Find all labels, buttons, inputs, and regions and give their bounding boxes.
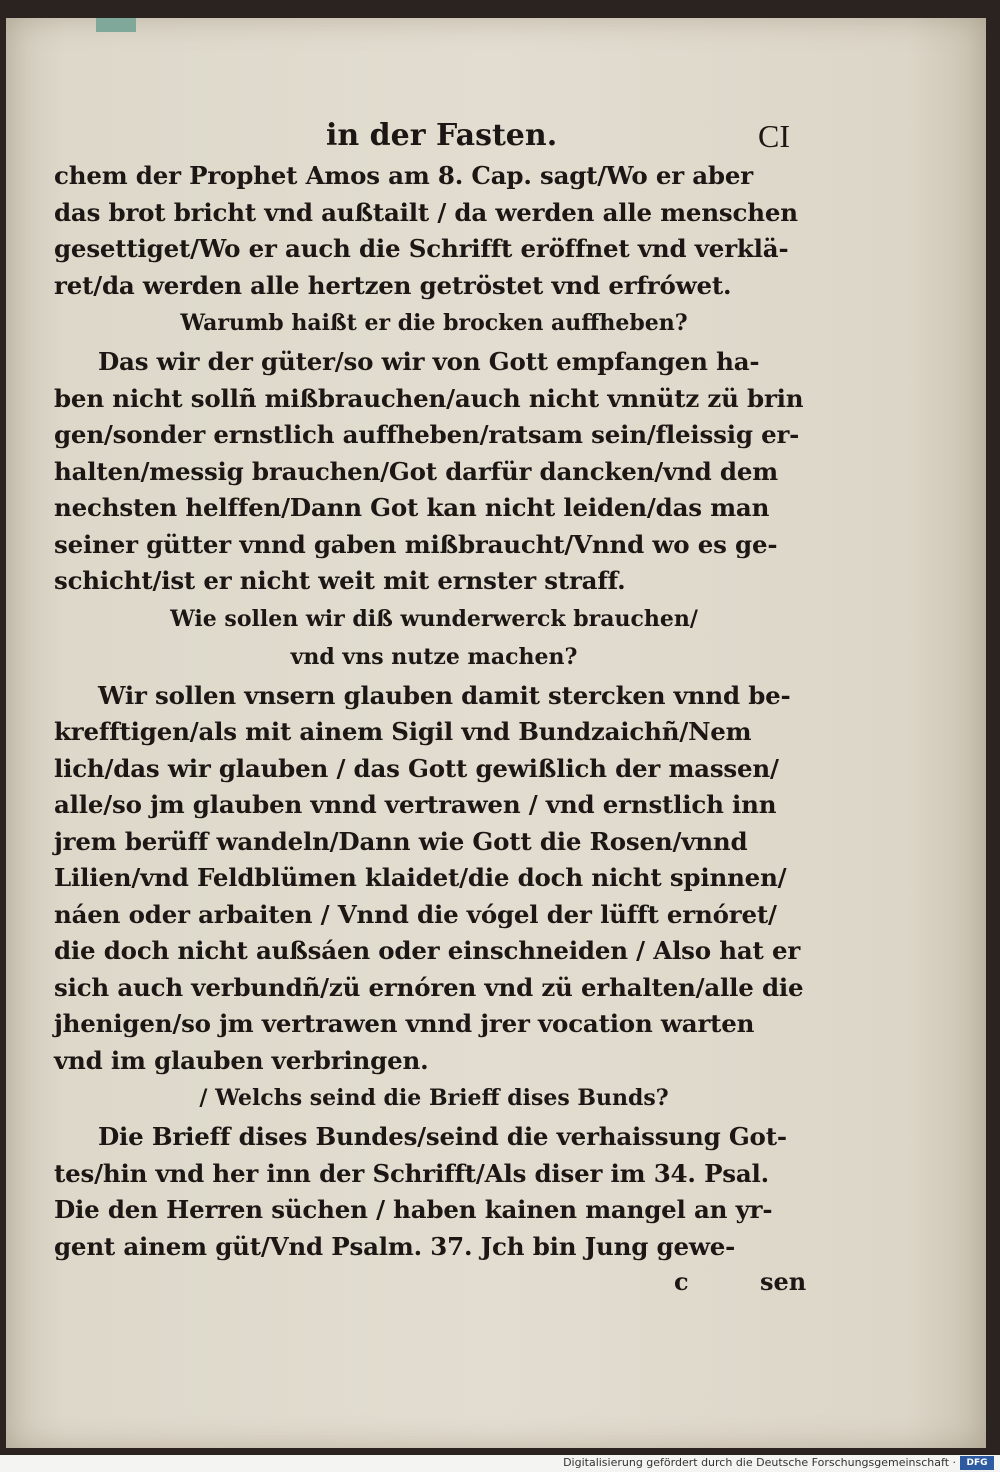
page-body (54, 158, 814, 1301)
question-heading: Warumb haißt er die brocken auffheben? (180, 310, 688, 336)
text-line: seiner gütter vnnd gaben mißbraucht/Vnnd wo es ge- (54, 529, 778, 559)
catchword-row (54, 1265, 814, 1301)
text-line: Wir sollen vnsern glauben damit stercken vnnd be- (98, 680, 791, 710)
text-line: die doch nicht außsáen oder einschneiden / Also hat er (54, 936, 801, 965)
funding-credit: Digitalisierung gefördert durch die Deutsche Forschungsgemeinschaft · (563, 1456, 956, 1469)
paragraph-1 (54, 158, 814, 304)
question-heading: / Welchs seind die Brieff dises Bunds? (199, 1085, 669, 1111)
paragraph-4 (54, 1119, 814, 1265)
text-line: jhenigen/so jm vertrawen vnnd jrer vocation warten (54, 1009, 755, 1038)
bookmark-tab (96, 18, 136, 32)
folio-number: CI (758, 118, 790, 154)
running-title: in der Fasten. (326, 118, 558, 153)
text-line: Lilien/vnd Feldblümen klaidet/die doch nicht spinnen/ (54, 863, 787, 892)
paragraph-3 (54, 678, 814, 1080)
text-line: gen/sonder ernstlich auffheben/ratsam sein/fleissig er- (54, 420, 800, 449)
text-line: tes/hin vnd her inn der Schrifft/Als diser im 34. Psal. (54, 1158, 769, 1188)
text-line: gesettiget/Wo er auch die Schrifft eröffnet vnd verklä- (54, 234, 789, 263)
text-line: chem der Prophet Amos am 8. Cap. sagt/Wo er aber (54, 161, 753, 190)
catchword: sen (760, 1267, 807, 1296)
page-header (6, 110, 986, 160)
text-line: Die Brieff dises Bundes/seind die verhaissung Got- (98, 1122, 787, 1151)
text-line: schicht/ist er nicht weit mit ernster straff. (54, 566, 626, 595)
signature-mark: c (674, 1267, 689, 1296)
question-heading: Wie sollen wir diß wunderwerck brauchen/ (170, 605, 698, 632)
text-line: nechsten helffen/Dann Got kan nicht leiden/das man (54, 493, 770, 522)
paragraph-2 (54, 344, 814, 600)
text-line: das brot bricht vnd außtailt / da werden alle menschen (54, 197, 798, 227)
text-line: vnd im glauben verbringen. (54, 1045, 429, 1075)
text-line: Das wir der güter/so wir von Gott empfangen ha- (98, 347, 760, 376)
question-heading: vnd vns nutze machen? (290, 643, 578, 670)
text-line: náen oder arbaiten / Vnnd die vógel der lüfft ernóret/ (54, 899, 777, 929)
text-line: Die den Herren süchen / haben kainen mangel an yr- (54, 1195, 773, 1224)
text-line: lich/das wir glauben / das Gott gewißlich der massen/ (54, 753, 779, 783)
text-line: krefftigen/als mit ainem Sigil vnd Bundzaichñ/Nem (54, 717, 752, 746)
text-line: gent ainem güt/Vnd Psalm. 37. Jch bin Jung gewe- (54, 1231, 736, 1261)
text-line: sich auch verbundñ/zü ernóren vnd zü erhalten/alle die (54, 972, 804, 1002)
text-line: alle/so jm glauben vnnd vertrawen / vnd ernstlich inn (54, 790, 777, 819)
dfg-logo: DFG (960, 1456, 994, 1470)
text-line: jrem berüff wandeln/Dann wie Gott die Rosen/vnnd (54, 826, 748, 856)
text-line: ben nicht sollñ mißbrauchen/auch nicht vnnütz zü brin (54, 383, 804, 413)
footer-bar (0, 1455, 1000, 1472)
text-line: halten/messig brauchen/Got darfür dancken/vnd dem (54, 456, 778, 486)
text-line: ret/da werden alle hertzen getröstet vnd erfrówet. (54, 270, 732, 300)
book-page (6, 18, 986, 1448)
